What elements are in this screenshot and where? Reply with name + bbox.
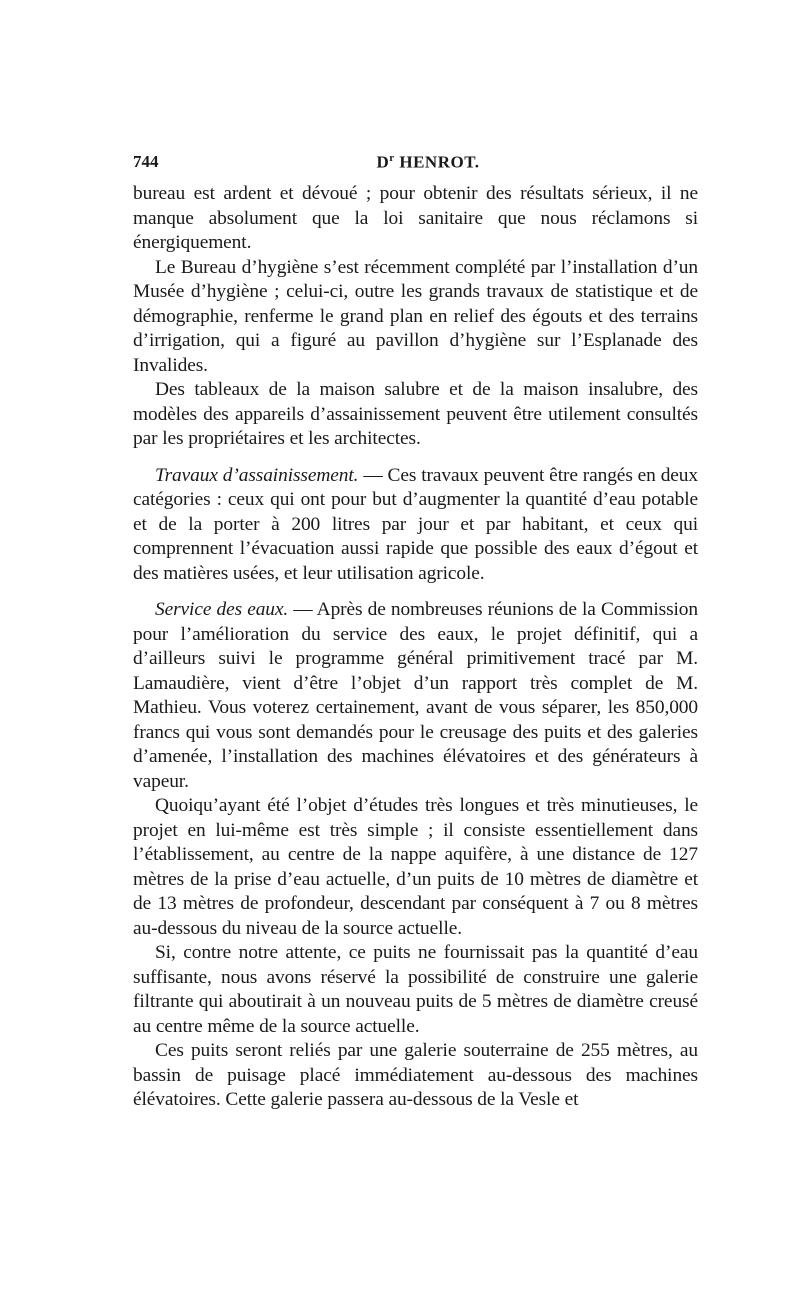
paragraph-text: — Après de nombreuses réunions de la Commission pour l’amélioration du service des eaux, le projet définitif, qui a d’ailleurs suivi le programme général primitivement tracé par M. Lamaudière, vient d’être l’objet d’un rapport très complet de M. Mathieu. Vous voterez certainement, avant de vous séparer, les 850,000 francs qui vous sont demandés pour le creusage des puits et des galeries d’amenée, l’installation des machines élévatoires et des générateurs à vapeur. [133, 599, 698, 792]
paragraph-puits [133, 1039, 698, 1113]
paragraph-text: — Ces travaux peuvent être rangés en deux catégories : ceux qui ont pour but d’augmenter la quantité d’eau potable et de la porter à 200 litres par jour et par habitant, et ceux qui comprennent l’évacuation aussi rapide que possible des eaux d’égout et des matières usées, et leur utilisation agricole. [133, 464, 698, 584]
paragraph-text: Si, contre notre attente, ce puits ne fournissait pas la quantité d’eau suffisante, nous avons réservé la possibilité de construire une galerie filtrante qui aboutirait à un nouveau puits de 5 mètres de diamètre creusé au centre même de la source actuelle. [133, 942, 698, 1037]
running-head [133, 152, 698, 178]
title-name: HENROT. [399, 152, 480, 172]
running-title [363, 152, 493, 173]
paragraph-text: Quoiqu’ayant été l’objet d’études très longues et très minutieuses, le projet en lui-même est très simple ; il consiste essentiellement dans l’établissement, au centre de la nappe aquifère, à une distance de 127 mètres de la prise d’eau actuelle, d’un puits de 10 mètres de diamètre et de 13 mètres de profondeur, descendant par conséquent à 7 ou 8 mètres au-dessous du niveau de la source actuelle. [133, 795, 698, 939]
body-text [133, 182, 698, 1113]
title-superscript: r [389, 152, 395, 164]
paragraph-text: Ces puits seront reliés par une galerie souterraine de 255 mètres, au bassin de puisage placé immédiatement au-dessous des machines élévatoires. Cette galerie passera au-dessous de la Vesle et [133, 1040, 698, 1110]
paragraph-text: bureau est ardent et dévoué ; pour obtenir des résultats sérieux, il ne manque absolument que la loi sanitaire que nous réclamons si énergiquement. [133, 183, 698, 253]
section-heading: Service des eaux. [155, 599, 289, 620]
page-number: 744 [133, 152, 159, 171]
section-heading: Travaux d’assainissement. [155, 464, 359, 486]
paragraph-galerie-filtrante [133, 941, 698, 1039]
paragraph-tableaux [133, 378, 698, 452]
title-prefix: D [376, 152, 390, 172]
paragraph-text: Le Bureau d’hygiène s’est récemment complété par l’installation d’un Musée d’hygiène ; celui-ci, outre les grands travaux de statistique et de démographie, renferme le grand plan en relief des égouts et des terrains d’irrigation, qui a figuré au pavillon d’hygiène sur l’Esplanade des Invalides. [133, 256, 698, 376]
paragraph-travaux [133, 464, 698, 587]
paragraph-projet [133, 794, 698, 941]
paragraph-service-eaux [133, 598, 698, 794]
paragraph-continuation [133, 182, 698, 256]
paragraph-text: Des tableaux de la maison salubre et de la maison insalubre, des modèles des appareils d’assainissement peuvent être utilement consultés par les propriétaires et les architectes. [133, 379, 698, 449]
paragraph-musee [133, 256, 698, 379]
